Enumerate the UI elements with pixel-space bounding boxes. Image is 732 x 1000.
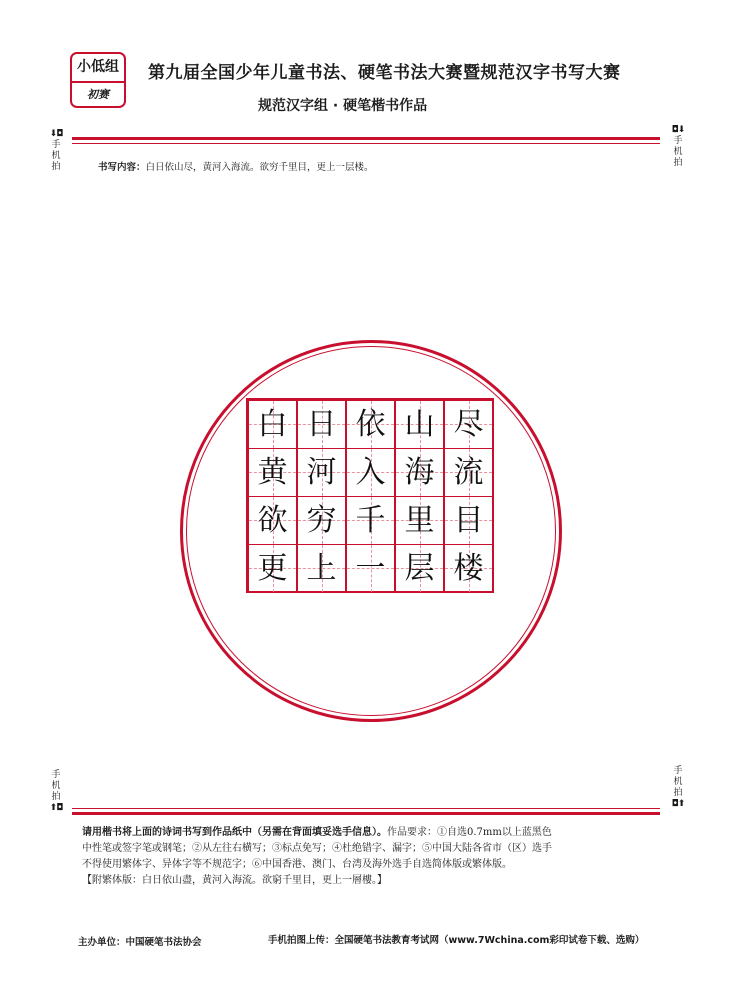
grid-cell <box>297 400 346 449</box>
grid-cell <box>444 448 493 497</box>
top-right-camera-mark <box>664 125 692 169</box>
grid-char: 流 <box>453 455 484 490</box>
camera-icon: ◘⬇ <box>671 125 685 135</box>
grid-char: 上 <box>306 551 337 586</box>
organizer: 主办单位：中国硬笔书法协会 <box>78 937 202 948</box>
upload-info: 手机拍图上传：全国硬笔书法教育考试网（www.7Wchina.com彩印试卷下载、选购） <box>268 935 645 946</box>
grid-char: 入 <box>355 455 386 490</box>
side-char: 机 <box>673 777 683 787</box>
grid-cell <box>395 448 444 497</box>
grid-char: 黄 <box>257 455 288 490</box>
side-char: 手 <box>673 136 683 146</box>
writing-content <box>98 159 374 173</box>
grid-cell <box>444 496 493 545</box>
grid-cell <box>346 448 395 497</box>
side-char: 机 <box>51 781 61 791</box>
camera-icon: ◘⬆ <box>671 799 685 809</box>
grid-cell <box>248 496 297 545</box>
badge-round-label: 初赛 <box>87 88 109 101</box>
camera-icon: ⬇◘ <box>49 129 63 139</box>
grid-cell <box>346 544 395 593</box>
badge-group-label: 小低组 <box>72 54 124 83</box>
side-char: 拍 <box>673 788 683 798</box>
side-char: 手 <box>51 770 61 780</box>
instructions-requirements: 作品要求：①自选0.7mm以上蓝黑色 <box>387 827 552 838</box>
grid-char: 海 <box>404 455 435 490</box>
bottom-rule-thick <box>72 812 660 815</box>
side-char: 手 <box>51 140 61 150</box>
grid-cell <box>444 400 493 449</box>
grid-char: 里 <box>404 503 435 538</box>
page-title: 第九届全国少年儿童书法、硬笔书法大赛暨规范汉字书写大赛 <box>148 63 621 83</box>
side-char: 拍 <box>51 792 61 802</box>
grid-char: 尽 <box>453 407 484 442</box>
grid-cell <box>346 496 395 545</box>
grid-cell <box>395 400 444 449</box>
bottom-right-camera-mark <box>664 766 692 810</box>
side-char: 机 <box>673 147 683 157</box>
side-char: 手 <box>673 766 683 776</box>
grid-cell <box>248 448 297 497</box>
grid-cell <box>297 448 346 497</box>
grid-cell <box>297 544 346 593</box>
grid-char: 河 <box>306 455 337 490</box>
grid-char: 更 <box>257 551 288 586</box>
bottom-rule-thin <box>72 808 660 809</box>
grid-cell <box>395 544 444 593</box>
camera-icon: ⬆◘ <box>49 803 63 813</box>
grid-char: 层 <box>404 551 435 586</box>
side-char: 拍 <box>51 162 61 172</box>
grid-char: 穷 <box>306 503 337 538</box>
grid-char: 白 <box>257 407 288 442</box>
grid-char: 目 <box>453 503 484 538</box>
group-badge <box>70 52 126 108</box>
grid-char: 一 <box>355 551 386 586</box>
writing-grid <box>246 398 494 593</box>
side-char: 拍 <box>673 158 683 168</box>
grid-cell <box>346 400 395 449</box>
grid-char: 依 <box>355 407 386 442</box>
grid-char: 楼 <box>453 551 484 586</box>
writing-content-text: 白日依山尽，黄河入海流。欲穷千里目，更上一层楼。 <box>145 162 374 173</box>
side-char: 机 <box>51 151 61 161</box>
instructions-lead: 请用楷书将上面的诗词书写到作品纸中（另需在背面填妥选手信息）。 <box>82 827 387 838</box>
grid-char: 山 <box>404 407 435 442</box>
grid-char: 日 <box>306 407 337 442</box>
grid-cell <box>297 496 346 545</box>
grid-cell <box>248 400 297 449</box>
instructions-traditional: 【附繁体版：白日依山盡，黄河入海流。欲窮千里目，更上一層樓。】 <box>82 875 387 886</box>
instructions-line-3: 不得使用繁体字、异体字等不规范字；⑥中国香港、澳门、台湾及海外选手自选简体版或繁体版。 <box>82 859 512 870</box>
bottom-left-camera-mark <box>42 770 70 814</box>
top-left-camera-mark <box>42 129 70 173</box>
top-rule-thick <box>72 137 660 140</box>
instructions-line-1 <box>82 825 682 841</box>
grid-cell <box>395 496 444 545</box>
instructions-line-2: 中性笔或签字笔或钢笔；②从左往右横写；③标点免写；④杜绝错字、漏字；⑤中国大陆各省市（区）选手 <box>82 843 552 854</box>
instructions <box>82 825 682 889</box>
grid-char: 千 <box>355 503 386 538</box>
writing-content-label: 书写内容： <box>98 162 146 173</box>
page-subtitle: 规范汉字组 · 硬笔楷书作品 <box>258 98 428 114</box>
grid-cell <box>248 544 297 593</box>
grid-cell <box>444 544 493 593</box>
top-rule-thin <box>72 143 660 144</box>
grid-char: 欲 <box>257 503 288 538</box>
